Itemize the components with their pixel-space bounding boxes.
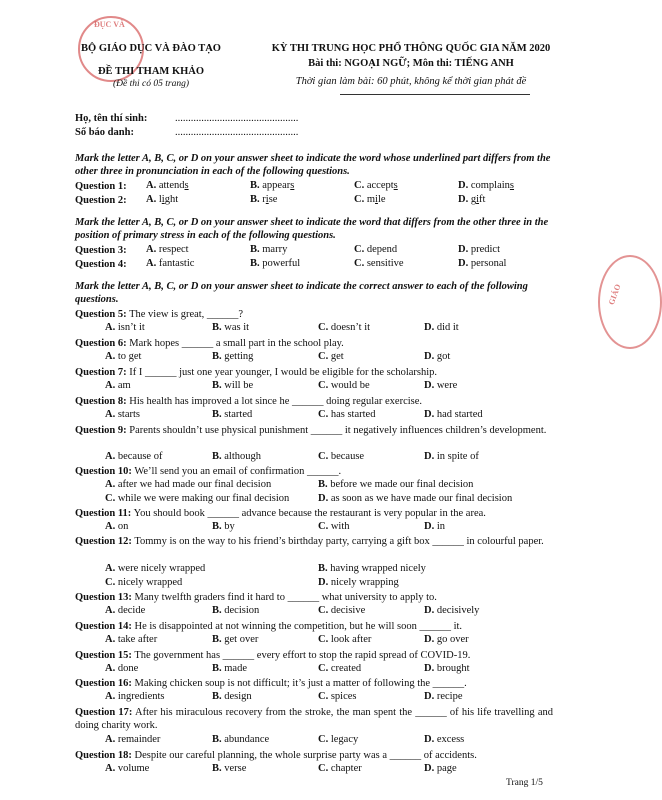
page-number: Trang 1/5 <box>506 778 543 788</box>
header-left <box>62 42 240 91</box>
q10-option-a: A. after we had made our final decision <box>105 479 272 490</box>
question-18: Question 18: Despite our careful planning, the whole surprise party was a ______ of accidents. <box>75 750 477 761</box>
q7-option-c: C. would be <box>318 380 370 391</box>
question-6: Question 6: Mark hopes ______ a small part in the school play. <box>75 338 344 349</box>
q9-option-d: D. in spite of <box>424 451 479 462</box>
q15-option-b: B. made <box>212 663 248 674</box>
q4-label: Question 4: <box>75 259 127 270</box>
stamp-text: ĐỤC VÀ <box>94 20 125 29</box>
q5-option-a: A. isn’t it <box>105 322 145 333</box>
q14-option-d: D. go over <box>424 634 469 645</box>
q7-option-b: B. will be <box>212 380 254 391</box>
q9-option-b: B. although <box>212 451 262 462</box>
section-1-instruction: Mark the letter A, B, C, or D on your answer sheet to indicate the word whose underlined part differs from the other three in pronunciation in each of the following questions. <box>75 153 551 177</box>
q8-option-c: C. has started <box>318 409 376 420</box>
section-3-instruction: Mark the letter A, B, C, or D on your answer sheet to indicate the correct answer to each of the following questions. <box>75 281 528 305</box>
question-13: Question 13: Many twelfth graders find it hard to ______ what university to apply to. <box>75 592 437 603</box>
q17-option-d: D. excess <box>424 734 465 745</box>
header-right <box>246 42 576 89</box>
q6-option-c: C. get <box>318 351 344 362</box>
q13-option-b: B. decision <box>212 605 260 616</box>
q6-option-d: D. got <box>424 351 451 362</box>
q1-option-d: D. complains <box>458 180 515 191</box>
q12-option-c: C. nicely wrapped <box>105 577 183 588</box>
q4-option-b: B. powerful <box>250 258 301 269</box>
q14-option-b: B. get over <box>212 634 259 645</box>
q5-option-c: C. doesn’t it <box>318 322 371 333</box>
q8-option-a: A. starts <box>105 409 141 420</box>
question-10: Question 10: We’ll send you an email of confirmation ______. <box>75 466 342 477</box>
q16-option-c: C. spices <box>318 691 357 702</box>
candidate-number-dots: ............................................... <box>175 127 299 138</box>
q6-option-a: A. to get <box>105 351 142 362</box>
q18-option-b: B. verse <box>212 763 247 774</box>
q4-option-d: D. personal <box>458 258 507 269</box>
q7-option-d: D. were <box>424 380 458 391</box>
q4-option-c: C. sensitive <box>354 258 404 269</box>
q5-option-b: B. was it <box>212 322 250 333</box>
q4-option-a: A. fantastic <box>146 258 195 269</box>
question-15: Question 15: The government has ______ every effort to stop the rapid spread of COVID-19. <box>75 650 471 661</box>
q1-option-a: A. attends <box>146 180 189 191</box>
q12-option-b: B. having wrapped nicely <box>318 563 426 574</box>
q2-option-b: B. rise <box>250 194 278 205</box>
q15-option-c: C. created <box>318 663 362 674</box>
q3-label: Question 3: <box>75 245 127 256</box>
q6-option-b: B. getting <box>212 351 254 362</box>
candidate-name-label: Họ, tên thí sinh: <box>75 113 148 124</box>
section-2-instruction: Mark the letter A, B, C, or D on your answer sheet to indicate the word that differs from the other three in the position of primary stress in each of the following questions. <box>75 217 549 241</box>
q11-option-d: D. in <box>424 521 446 532</box>
question-17: Question 17: After his miraculous recovery from the stroke, the man spent the ______ of his life travelling and doing charity work. <box>75 707 553 731</box>
candidate-name-row <box>75 113 299 124</box>
question-11: Question 11: You should book ______ advance because the restaurant is very popular in the area. <box>75 508 486 519</box>
q11-option-c: C. with <box>318 521 350 532</box>
exam-title: KỲ THI TRUNG HỌC PHỔ THÔNG QUỐC GIA NĂM 2020 <box>271 43 551 54</box>
question-5: Question 5: The view is great, ______? <box>75 309 244 320</box>
q3-option-b: B. marry <box>250 244 288 255</box>
question-7: Question 7: If I ______ just one year younger, I would be eligible for the scholarship. <box>75 367 438 378</box>
candidate-name-dots: ............................................... <box>175 113 299 124</box>
q1-option-b: B. appears <box>250 180 295 191</box>
ministry-name: BỘ GIÁO DỤC VÀ ĐÀO TẠO <box>81 43 221 54</box>
q15-option-a: A. done <box>105 663 139 674</box>
q11-option-b: B. by <box>212 521 235 532</box>
q9-option-c: C. because <box>318 451 365 462</box>
page-count: (Đề thi có 05 trang) <box>113 79 189 89</box>
q9-option-a: A. because of <box>105 451 163 462</box>
q13-option-c: C. decisive <box>318 605 366 616</box>
q3-option-d: D. predict <box>458 244 500 255</box>
q12-option-d: D. nicely wrapping <box>318 577 399 588</box>
question-12: Question 12: Tommy is on the way to his friend’s birthday party, carrying a gift box ______ in colourful paper. <box>75 536 544 547</box>
q18-option-d: D. page <box>424 763 457 774</box>
q14-option-a: A. take after <box>105 634 158 645</box>
q2-option-c: C. mile <box>354 194 386 205</box>
q16-option-a: A. ingredients <box>105 691 165 702</box>
q13-option-a: A. decide <box>105 605 146 616</box>
header-rule <box>340 94 530 95</box>
question-8: Question 8: His health has improved a lot since he ______ doing regular exercise. <box>75 396 423 407</box>
q3-option-c: C. depend <box>354 244 398 255</box>
q10-option-d: D. as soon as we have made our final decision <box>318 493 513 504</box>
q18-option-c: C. chapter <box>318 763 362 774</box>
q2-option-a: A. light <box>146 194 179 205</box>
q5-option-d: D. did it <box>424 322 459 333</box>
q8-option-b: B. started <box>212 409 253 420</box>
q2-option-d: D. gift <box>458 194 486 205</box>
q17-option-a: A. remainder <box>105 734 161 745</box>
doc-type: ĐỀ THI THAM KHẢO <box>97 66 205 77</box>
q10-option-c: C. while we were making our final decision <box>105 493 290 504</box>
q12-option-a: A. were nicely wrapped <box>105 563 206 574</box>
q1-label: Question 1: <box>75 181 127 192</box>
q16-option-b: B. design <box>212 691 252 702</box>
q11-option-a: A. on <box>105 521 129 532</box>
question-14: Question 14: He is disappointed at not winning the competition, but he will soon ______ it. <box>75 621 463 632</box>
q7-option-a: A. am <box>105 380 131 391</box>
q15-option-d: D. brought <box>424 663 470 674</box>
q3-option-a: A. respect <box>146 244 189 255</box>
candidate-number-row <box>75 127 299 138</box>
q17-option-c: C. legacy <box>318 734 359 745</box>
exam-time: Thời gian làm bài: 60 phút, không kể thời gian phát đề <box>295 76 527 87</box>
q8-option-d: D. had started <box>424 409 483 420</box>
q10-option-b: B. before we made our final decision <box>318 479 474 490</box>
stamp-right-text: GIÁO <box>606 282 623 307</box>
q13-option-d: D. decisively <box>424 605 480 616</box>
q17-option-b: B. abundance <box>212 734 270 745</box>
q16-option-d: D. recipe <box>424 691 463 702</box>
question-16: Question 16: Making chicken soup is not difficult; it’s just a matter of following the ______. <box>75 678 467 689</box>
q1-option-c: C. accepts <box>354 180 398 191</box>
question-9: Question 9: Parents shouldn’t use physical punishment ______ it negatively influences children’s development. <box>75 425 547 436</box>
q2-label: Question 2: <box>75 195 127 206</box>
exam-subject: Bài thi: NGOẠI NGỮ; Môn thi: TIẾNG ANH <box>308 58 514 69</box>
q18-option-a: A. volume <box>105 763 150 774</box>
candidate-number-label: Số báo danh: <box>75 127 134 138</box>
q14-option-c: C. look after <box>318 634 372 645</box>
